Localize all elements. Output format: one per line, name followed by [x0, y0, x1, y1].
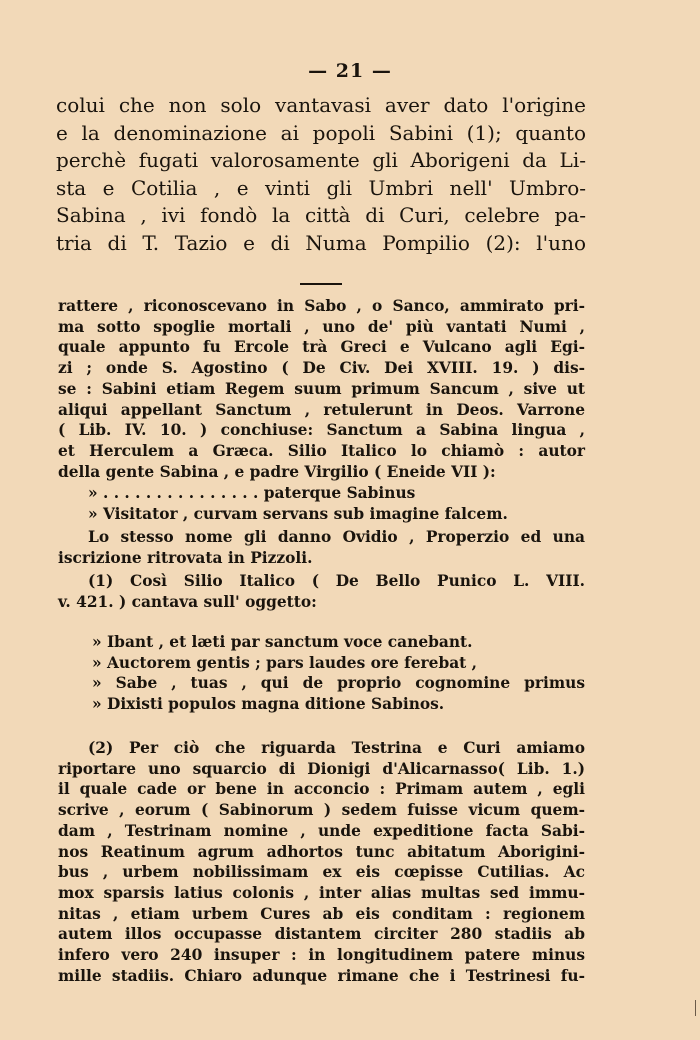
footnote-line: nos Reatinum agrum adhortos tunc abitatum Aborigini-	[58, 842, 585, 861]
footnote-line: ( Lib. IV. 10. ) conchiuse: Sanctum a Sabina lingua ,	[58, 421, 585, 440]
footnote-line: scrive , eorum ( Sabinorum ) sedem fuisse vicum quem-	[58, 801, 585, 820]
main-text	[56, 92, 586, 258]
footnote-line: autem illos occupasse distantem circiter 280 stadiis ab	[58, 925, 585, 944]
footnote-line: mille stadiis. Chiaro adunque rimane che i Testrinesi fu-	[58, 966, 585, 985]
verse-line: » Auctorem gentis ; pars laudes ore ferebat ,	[92, 653, 478, 672]
footnote-line: dam , Testrinam nomine , unde expeditione facta Sabi-	[58, 821, 585, 840]
main-text-line: colui che non solo vantavasi aver dato l'origine	[56, 93, 586, 117]
footnote-line: bus , urbem nobilissimam ex eis cœpisse Cutilias. Ac	[58, 863, 585, 882]
virgil-quotation	[58, 483, 585, 524]
footnote-1	[58, 571, 585, 612]
main-text-line: sta e Cotilia , e vinti gli Umbri nell' Umbro-	[56, 175, 586, 200]
footnote-line: aliqui appellant Sanctum , retulerunt in Deos. Varrone	[58, 400, 585, 419]
page-number: — 21 —	[308, 60, 392, 82]
footnote-line: et Herculem a Græca. Silio Italico lo chiamò : autor	[58, 441, 585, 460]
footnote-line: v. 421. ) cantava sull' oggetto:	[58, 592, 317, 611]
footnote-line: se : Sabini etiam Regem suum primum Sancum , sive ut	[58, 379, 585, 398]
page-edge-mark	[695, 1000, 696, 1016]
footnote-line: Lo stesso nome gli danno Ovidio , Properzio ed una	[88, 528, 585, 546]
main-text-line: perchè fugati valorosamente gli Aborigeni da Li-	[56, 148, 586, 173]
verse-line: » Sabe , tuas , qui de proprio cognomine primus	[92, 674, 585, 693]
quotation-line: » . . . . . . . . . . . . . . . paterque Sabinus	[88, 484, 416, 502]
footnote-paragraph	[58, 527, 585, 568]
quotation-line: » Visitator , curvam servans sub imagine falcem.	[88, 504, 508, 523]
footnote-line: della gente Sabina , e padre Virgilio ( Eneide VII ):	[58, 462, 496, 481]
footnote-line: riportare uno squarcio di Dionigi d'Alicarnasso( Lib. 1.)	[58, 759, 585, 778]
footnote-line: ma sotto spoglie mortali , uno de' più vantati Numi ,	[58, 317, 585, 336]
verse-quotation	[58, 632, 585, 715]
footnote-line: quale appunto fu Ercole trà Greci e Vulcano agli Egi-	[58, 338, 585, 357]
main-text-line: Sabina , ivi fondò la città di Curi, celebre pa-	[56, 203, 586, 228]
footnote-separator	[300, 283, 342, 285]
footnote-line: il quale cade or bene in acconcio : Primam autem , egli	[58, 780, 585, 799]
main-text-line: tria di T. Tazio e di Numa Pompilio (2): l'uno	[56, 230, 586, 255]
footnote-2	[58, 738, 585, 986]
verse-line: » Ibant , et læti par sanctum voce canebant.	[92, 633, 473, 651]
footnote-line: nitas , etiam urbem Cures ab eis conditam : regionem	[58, 904, 585, 923]
footnote-line: iscrizione ritrovata in Pizzoli.	[58, 548, 313, 567]
footnote-line: infero vero 240 insuper : in longitudinem patere minus	[58, 946, 585, 965]
footnote-line: (2) Per ciò che riguarda Testrina e Curi amiamo	[88, 739, 585, 757]
verse-line: » Dixisti populos magna ditione Sabinos.	[92, 695, 445, 714]
footnote-line: zi ; onde S. Agostino ( De Civ. Dei XVIII. 19. ) dis-	[58, 359, 585, 378]
footnote-line: rattere , riconoscevano in Sabo , o Sanco, ammirato pri-	[58, 297, 585, 315]
main-text-line: e la denominazione ai popoli Sabini (1); quanto	[56, 120, 586, 145]
footnote-continuation	[58, 296, 585, 482]
footnote-line: (1) Così Silio Italico ( De Bello Punico L. VIII.	[88, 572, 585, 590]
footnote-line: mox sparsis latius colonis , inter alias multas sed immu-	[58, 883, 585, 902]
